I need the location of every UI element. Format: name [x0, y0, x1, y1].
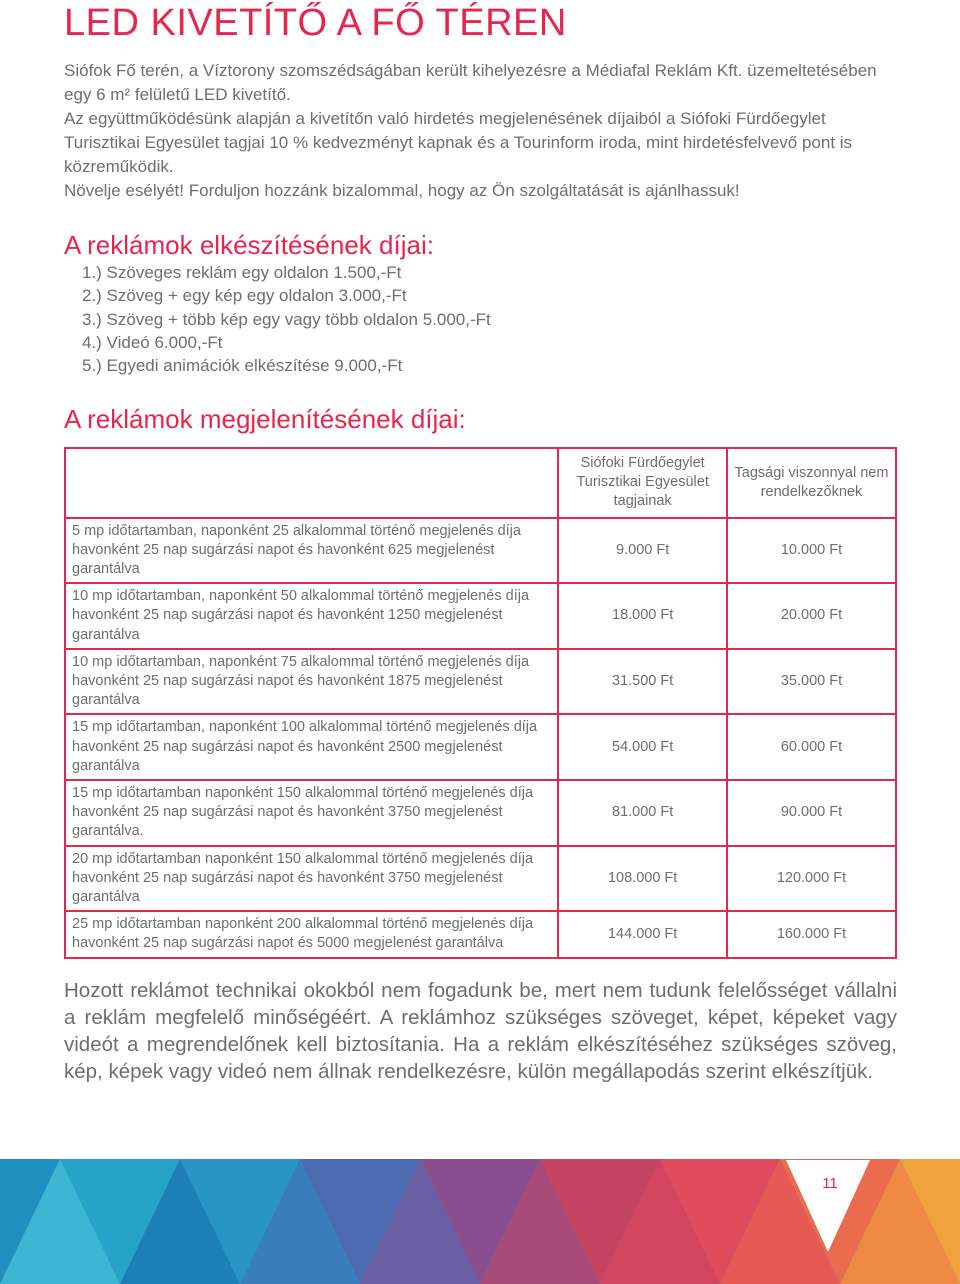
list-item: 3.) Szöveg + több kép egy vagy több oldalon 5.000,-Ft [82, 309, 491, 329]
table-row [65, 518, 896, 584]
member-price: 108.000 Ft [558, 846, 727, 912]
table-row [65, 846, 896, 912]
nonmember-price: 35.000 Ft [727, 649, 896, 715]
intro-paragraph-3: Növelje esélyét! Forduljon hozzánk bizalommal, hogy az Ön szolgáltatását is ajánlhassuk! [64, 181, 740, 200]
row-description: 10 mp időtartamban, naponként 75 alkalommal történő megjelenés díja havonként 25 nap sugárzási napot és havonként 1875 megjelenést garantálva [65, 649, 558, 715]
member-price: 18.000 Ft [558, 583, 727, 649]
row-description: 25 mp időtartamban naponként 200 alkalommal történő megjelenés díja havonként 25 nap sugárzási napot és 5000 megjelenést garantálva [65, 911, 558, 957]
nonmember-price: 160.000 Ft [727, 911, 896, 957]
table-row [65, 714, 896, 780]
header-members: Siófoki Fürdőegylet Turisztikai Egyesület tagjainak [558, 448, 727, 518]
list-item: 5.) Egyedi animációk elkészítése 9.000,-Ft [82, 356, 403, 376]
nonmember-price: 20.000 Ft [727, 583, 896, 649]
member-price: 9.000 Ft [558, 518, 727, 584]
nonmember-price: 120.000 Ft [727, 846, 896, 912]
list-item: 2.) Szöveg + egy kép egy oldalon 3.000,-Ft [82, 286, 407, 306]
member-price: 54.000 Ft [558, 714, 727, 780]
production-fees-heading: A reklámok elkészítésének díjai: [64, 230, 434, 260]
disclaimer-note: Hozott reklámot technikai okokból nem fogadunk be, mert nem tudunk felelősséget vállalni a reklám megfelelő minőségéért. A reklámhoz szükséges szöveget, képet, képeket vagy videót a megrendelőnek kell biztosítania. Ha a reklám elkészítéséhez szükséges szöveg, kép, képek vagy videó nem állnak rendelkezésre, külön megállapodás szerint elkészítjük. [64, 979, 897, 1083]
list-item: 4.) Videó 6.000,-Ft [82, 332, 223, 352]
member-price: 31.500 Ft [558, 649, 727, 715]
display-fees-heading: A reklámok megjelenítésének díjai: [64, 404, 466, 434]
nonmember-price: 10.000 Ft [727, 518, 896, 584]
list-item: 1.) Szöveges reklám egy oldalon 1.500,-Ft [82, 263, 402, 282]
row-description: 20 mp időtartamban naponként 150 alkalommal történő megjelenés díja havonként 25 nap sugárzási napot és havonként 3750 megjelenést garantálva [65, 846, 558, 912]
table-row [65, 911, 896, 957]
page-title: LED KIVETÍTŐ A FŐ TÉREN [64, 2, 567, 44]
table-row [65, 583, 896, 649]
member-price: 81.000 Ft [558, 780, 727, 846]
nonmember-price: 90.000 Ft [727, 780, 896, 846]
intro-paragraph-1: Siófok Fő terén, a Víztorony szomszédságában került kihelyezésre a Médiafal Reklám Kft. üzemeltetésében egy 6 m² felületű LED kivetítő. [64, 61, 877, 104]
member-price: 144.000 Ft [558, 911, 727, 957]
header-empty-cell [65, 448, 558, 518]
row-description: 5 mp időtartamban, naponként 25 alkalommal történő megjelenés díja havonként 25 nap sugárzási napot és havonként 625 megjelenést garantálva [65, 518, 558, 584]
nonmember-price: 60.000 Ft [727, 714, 896, 780]
page-number: 11 [822, 1175, 838, 1192]
table-row [65, 780, 896, 846]
production-fees-list [82, 261, 491, 377]
table-header-row [65, 448, 896, 518]
row-description: 15 mp időtartamban naponként 150 alkalommal történő megjelenés díja havonként 25 nap sugárzási napot és havonként 3750 megjelenést garantálva. [65, 780, 558, 846]
row-description: 10 mp időtartamban, naponként 50 alkalommal történő megjelenés díja havonként 25 nap sugárzási napot és havonként 1250 megjelenést garantálva [65, 583, 558, 649]
display-fees-table [64, 447, 897, 959]
intro-paragraph-2: Az együttműködésünk alapján a kivetítőn való hirdetés megjelenésének díjaiból a Siófoki Fürdőegylet Turisztikai Egyesület tagjai 10 % kedvezményt kapnak és a Tourinform iroda, mint hirdetésfelvevő pont is közreműködik. [64, 109, 853, 176]
header-nonmembers: Tagsági viszonnyal nem rendelkezőknek [727, 448, 896, 518]
intro-text [64, 59, 900, 203]
row-description: 15 mp időtartamban, naponként 100 alkalommal történő megjelenés díja havonként 25 nap sugárzási napot és havonként 2500 megjelenést garantálva [65, 714, 558, 780]
table-row [65, 649, 896, 715]
